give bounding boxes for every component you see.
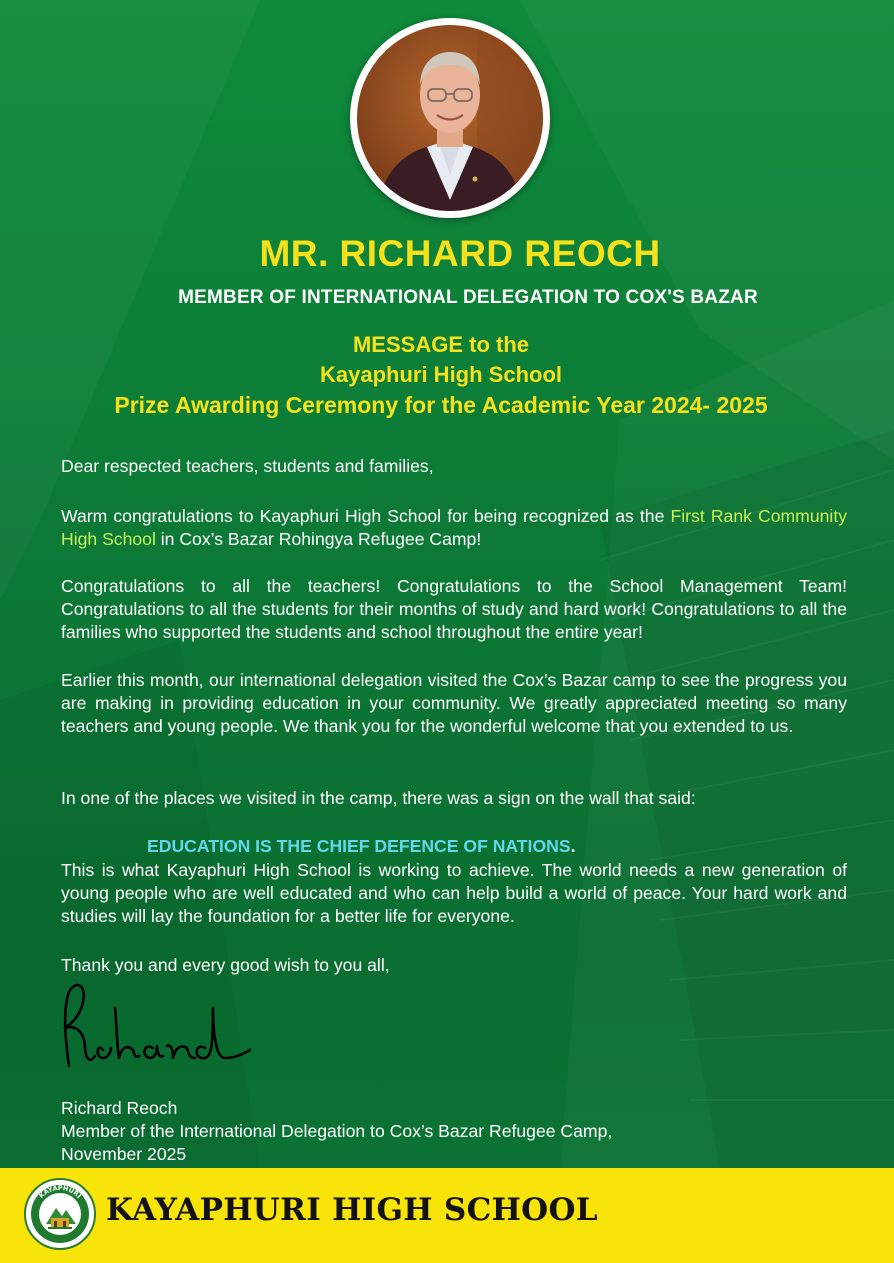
paragraph-1-start: Warm congratulations to Kayaphuri High School for being recognized as the [61,506,671,526]
letter-paragraph-2: Congratulations to all the teachers! Congratulations to the School Management Team! Congratulations to all the students for their months of study and hard work! Congratulations to all the families who supported the students and school throughout the entire year! [61,576,847,642]
letter-closing: Thank you and every good wish to you all, [61,955,390,975]
paragraph-1-end: in Cox’s Bazar Rohingya Refugee Camp! [155,529,482,549]
signer-name: Richard Reoch [61,1098,178,1118]
footer-banner [0,1168,894,1263]
slogan-period: . [570,836,576,856]
message-heading-line3: Prize Awarding Ceremony for the Academic Year 2024- 2025 [114,392,768,418]
letter-paragraph-1 [61,505,847,551]
speaker-role: MEMBER OF INTERNATIONAL DELEGATION TO COX'S BAZAR [178,287,758,308]
letter-greeting: Dear respected teachers, students and families, [61,456,434,476]
school-logo-icon [24,1178,96,1250]
slogan [147,835,787,858]
portrait-photo-icon [357,25,543,211]
message-heading-line2: Kayaphuri High School [319,362,563,387]
letter-paragraph-4: In one of the places we visited in the camp, there was a sign on the wall that said: [61,788,696,808]
letter-paragraph-5: This is what Kayaphuri High School is working to achieve. The world needs a new generation of young people who are well educated and who can help build a world of peace. Your hard work and studies will lay the foundation for a better life for everyone. [61,860,847,926]
message-heading-line1: MESSAGE to the [352,332,529,357]
portrait-frame [350,18,550,218]
signature-icon [55,978,255,1073]
first-rank-highlight: First Rank Community High School [61,506,848,549]
school-name: KAYAPHURI HIGH SCHOOL [106,1192,598,1228]
svg-text:KAYAPHURI: KAYAPHURI [37,1183,83,1200]
letter-paragraph-3: Earlier this month, our international delegation visited the Cox’s Bazar camp to see the progress you are making in providing education in your community. We greatly appreciated meeting so many teachers and young people. We thank you for the wonderful welcome that you extended to us. [61,670,847,736]
slogan-text: EDUCATION IS THE CHIEF DEFENCE OF NATIONS [147,836,571,856]
signer-title: Member of the International Delegation to Cox’s Bazar Refugee Camp, [61,1121,613,1141]
speaker-name: MR. RICHARD REOCH [259,233,661,274]
letter-date: November 2025 [61,1144,187,1164]
